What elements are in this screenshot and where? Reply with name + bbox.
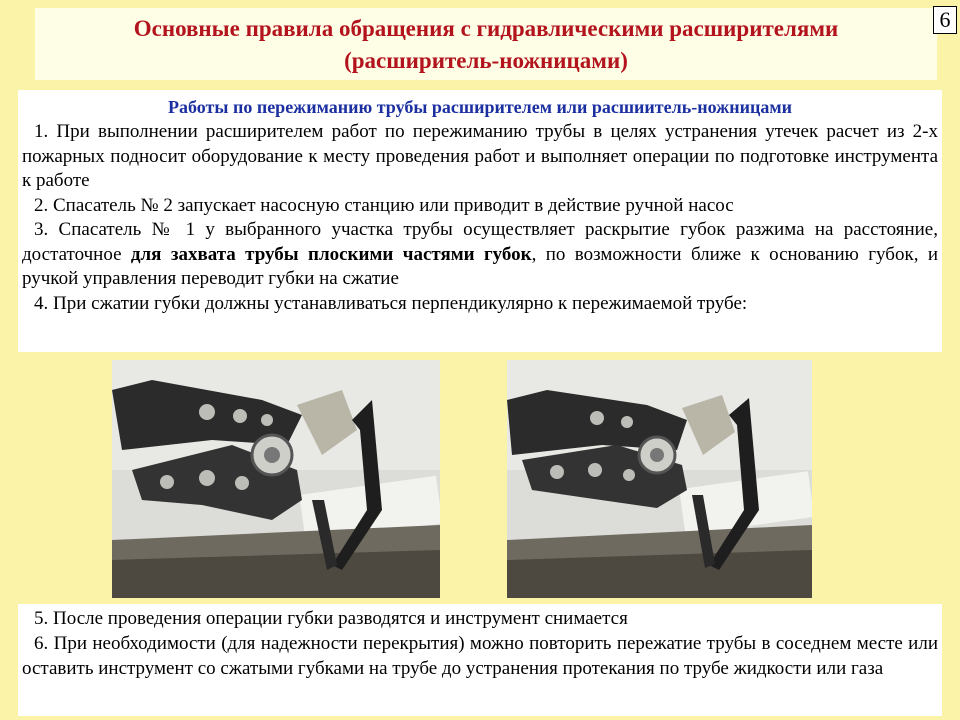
step-5: 5. После проведения операции губки разводятся и инструмент снимается <box>34 608 628 629</box>
slide-number: 6 <box>933 6 957 34</box>
step-4: 4. При сжатии губки должны устанавливаться перпендикулярно к пережимаемой трубе: <box>34 292 748 314</box>
title-box <box>35 8 937 80</box>
step-3-emphasis: для захвата трубы плоскими частями губок <box>130 243 532 265</box>
step-3-end: , по возможности ближе к основанию губок, и ручкой управления переводит губки на сжатие <box>22 243 938 289</box>
instructions-box <box>18 90 942 352</box>
step-3-start: 3. Спасатель № 1 у выбранного участка трубы осуществляет раскрытие губок разжима на расстояние, достаточное <box>22 219 938 265</box>
followup-box <box>18 604 942 716</box>
step-6: 6. При необходимости (для надежности перекрытия) можно повторить пережатие трубы в соседнем месте или оставить инструмент со сжатыми губками на трубе до устранения протекания по трубе жидкости или газа <box>22 633 938 679</box>
slide-title-line2: (расширитель-ножницами) <box>344 48 628 73</box>
section-subheading: Работы по пережиманию трубы расширителем или расшиитель-ножницами <box>168 97 792 117</box>
step-2: 2. Спасатель № 2 запускает насосную станцию или приводит в действие ручной насос <box>34 194 734 216</box>
spreader-photo-left <box>112 360 440 598</box>
spreader-photo-right <box>507 360 812 598</box>
photo-open-jaws <box>112 360 440 598</box>
photo-closed-jaws <box>507 360 812 598</box>
step-3 <box>22 218 938 292</box>
step-1: 1. При выполнении расширителем работ по пережиманию трубы в целях устранения утечек расчет из 2-х пожарных подносит оборудование к месту проведения работ и выполняет операции по подготовке инструмента к работе <box>22 121 938 191</box>
slide-title-line1: Основные правила обращения с гидравлическими расширителями <box>133 16 839 41</box>
